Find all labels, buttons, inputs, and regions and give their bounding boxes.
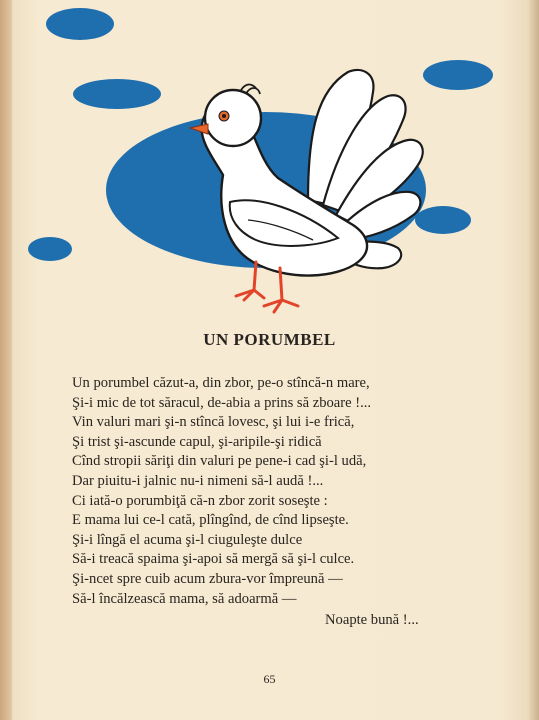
poem-line: Şi-i mic de tot săracul, de-abia a prins să zboare !... [72, 394, 372, 411]
cloud-top-left [46, 8, 114, 40]
dove-head [205, 90, 261, 146]
page-number: 65 [263, 672, 276, 686]
poem-line: Şi-i lîngă el acuma şi-l ciuguleşte dulce [72, 531, 303, 548]
cloud-bottom-left [28, 237, 72, 261]
poem-line: Şi-ncet spre cuib acum zbura-vor împreună — [72, 570, 343, 587]
cloud-left [73, 79, 161, 109]
poem-line: Să-i treacă spaima şi-apoi să mergă să şi-l culce. [72, 551, 355, 568]
poem-line: Ci iată-o porumbiţă că-n zbor zorit soseşte : [72, 492, 328, 509]
poem-closing: Noapte bună !... [325, 612, 419, 628]
page-binding [0, 0, 12, 720]
dove-illustration [18, 0, 518, 320]
poem-body [72, 374, 492, 609]
cloud-mid-right [415, 206, 471, 234]
poem-line: Să-l încălzească mama, să adoarmă — [72, 590, 297, 607]
poem-title: UN PORUMBEL [203, 330, 336, 349]
dove-pupil [222, 114, 226, 118]
poem-line: E mama lui ce-l cată, plîngînd, de cînd lipseşte. [72, 512, 349, 529]
poem-line: Şi trist şi-ascunde capul, şi-aripile-şi ridică [72, 433, 322, 450]
poem-line: Dar piuitu-i jalnic nu-i nimeni să-l audă !... [72, 472, 324, 489]
poem-line: Vin valuri mari şi-n stîncă lovesc, şi lui i-e frică, [72, 414, 355, 431]
page-edge [529, 0, 539, 720]
poem-line: Cînd stropii săriţi din valuri pe pene-i cad şi-l udă, [72, 453, 367, 470]
poem-line: Un porumbel căzut-a, din zbor, pe-o stîncă-n mare, [72, 375, 370, 391]
cloud-right [423, 60, 493, 90]
